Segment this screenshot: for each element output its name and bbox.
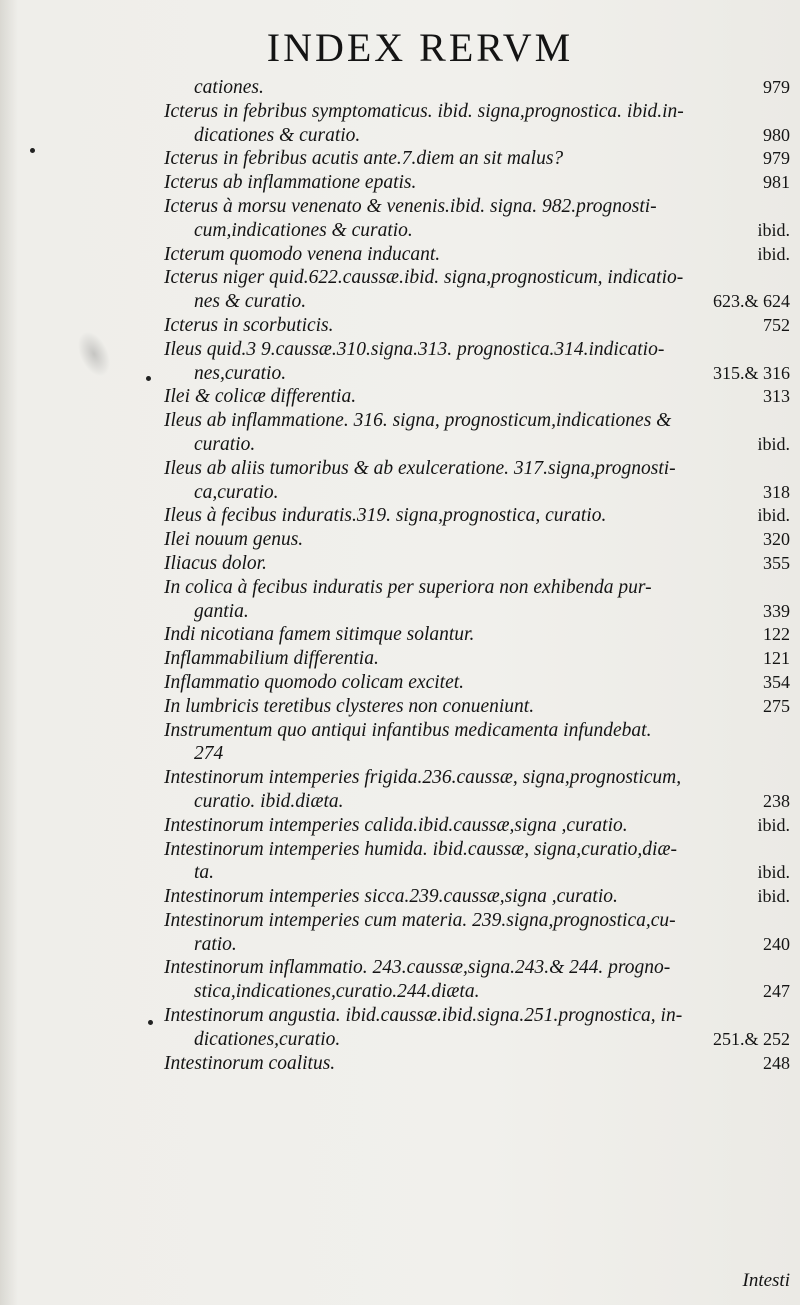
- index-entry: [134, 457, 790, 505]
- page-reference: 318: [763, 481, 790, 502]
- index-entry: [134, 76, 790, 100]
- index-entry: [134, 719, 790, 767]
- entry-line: [134, 314, 790, 338]
- index-entry: [134, 885, 790, 909]
- entry-text: Icterus in febribus acutis ante.7.diem an sit malus?: [164, 148, 564, 170]
- page-reference: 752: [763, 314, 790, 335]
- ink-mark: [30, 148, 35, 153]
- page-reference: 980: [763, 124, 790, 145]
- page-reference: 121: [763, 648, 790, 669]
- entry-line: [134, 147, 790, 171]
- entry-text: Ilei & colicæ differentia.: [164, 386, 357, 408]
- entry-line: [134, 671, 790, 695]
- entry-text: gantia.: [194, 600, 249, 622]
- entry-text: Intestinorum intemperies humida. ibid.caussæ, signa,curatio,diæ-: [164, 838, 677, 860]
- entry-continuation-line: [134, 600, 790, 624]
- page-reference: 238: [763, 790, 790, 811]
- entry-line: [134, 266, 790, 290]
- entry-line: [134, 1004, 790, 1028]
- entry-text: stica,indicationes,curatio.244.diæta.: [194, 981, 480, 1003]
- entry-text: Ileus à fecibus induratis.319. signa,prognostica, curatio.: [164, 505, 607, 527]
- entry-line: [134, 504, 790, 528]
- entry-text: Iliacus dolor.: [164, 552, 267, 574]
- entry-text: Icterum quomodo venena inducant.: [164, 243, 441, 265]
- index-entry: [134, 171, 790, 195]
- entry-text: Inflammabilium differentia.: [164, 648, 379, 670]
- entry-line: [134, 457, 790, 481]
- entry-continuation-line: [134, 124, 790, 148]
- index-entry: [134, 766, 790, 814]
- index-entry: [134, 647, 790, 671]
- entry-text: curatio.: [194, 433, 256, 455]
- index-entry: [134, 528, 790, 552]
- index-entry: [134, 909, 790, 957]
- entry-text: Icterus ab inflammatione epatis.: [164, 172, 417, 194]
- page-smudge: [71, 326, 117, 381]
- entry-line: [134, 195, 790, 219]
- entry-text: Ileus ab aliis tumoribus & ab exulceratione. 317.signa,prognosti-: [164, 457, 676, 479]
- page-reference: 313: [763, 386, 790, 407]
- index-entry: [134, 385, 790, 409]
- entry-text: Instrumentum quo antiqui infantibus medicamenta infundebat.: [164, 719, 652, 741]
- entry-continuation-line: [134, 481, 790, 505]
- entry-line: [134, 576, 790, 600]
- index-entry: [134, 814, 790, 838]
- page-reference: 979: [763, 77, 790, 97]
- page-reference: 315.& 316: [712, 362, 790, 383]
- entry-text: ratio.: [194, 933, 237, 955]
- entry-text: Icterus niger quid.622.caussæ.ibid. signa,prognosticum, indicatio-: [164, 267, 684, 289]
- page-reference: 275: [763, 695, 790, 716]
- index-entry: [134, 409, 790, 457]
- entry-text: In lumbricis teretibus clysteres non conueniunt.: [164, 695, 535, 717]
- entry-text: dicationes,curatio.: [194, 1028, 341, 1050]
- entry-text: Intestinorum intemperies sicca.239.caussæ,signa ,curatio.: [164, 886, 618, 908]
- index-entry: [134, 838, 790, 886]
- entry-text: Ileus quid.3 9.caussæ.310.signa.313. prognostica.314.indicatio-: [164, 338, 665, 360]
- page-reference: 354: [763, 671, 790, 692]
- entry-continuation-line: [134, 433, 790, 457]
- entry-line: [134, 385, 790, 409]
- entry-text: cum,indicationes & curatio.: [194, 219, 413, 241]
- index-entry: [134, 956, 790, 1004]
- entry-text: Ileus ab inflammatione. 316. signa, prognosticum,indicationes &: [164, 410, 672, 432]
- page-reference: 320: [763, 529, 790, 550]
- entry-text: Intestinorum coalitus.: [164, 1052, 336, 1074]
- index-entry: [134, 243, 790, 267]
- entry-text: Icterus in scorbuticis.: [164, 314, 334, 336]
- page-reference: ibid.: [757, 505, 790, 526]
- entry-continuation-line: [134, 933, 790, 957]
- index-entries: [134, 76, 790, 1075]
- entry-text: cationes.: [194, 77, 264, 98]
- entry-line: [134, 766, 790, 790]
- index-entry: [134, 314, 790, 338]
- page-reference: 623.& 624: [712, 291, 790, 312]
- page-reference: 355: [763, 552, 790, 573]
- entry-continuation-line: [134, 362, 790, 386]
- entry-text: Intestinorum intemperies frigida.236.caussæ, signa,prognosticum,: [164, 767, 682, 789]
- entry-text: Icterus in febribus symptomaticus. ibid. signa,prognostica. ibid.in-: [164, 100, 684, 122]
- index-entry: [134, 623, 790, 647]
- index-entry: [134, 1004, 790, 1052]
- entry-line: [134, 909, 790, 933]
- entry-continuation-line: [134, 290, 790, 314]
- entry-text: Inflammatio quomodo colicam excitet.: [164, 671, 465, 693]
- entry-text: ca,curatio.: [194, 481, 279, 503]
- page-reference: 981: [763, 172, 790, 193]
- entry-text: nes & curatio.: [194, 291, 307, 313]
- page-reference: ibid.: [757, 219, 790, 240]
- entry-continuation-line: [134, 1028, 790, 1052]
- entry-line: [134, 552, 790, 576]
- entry-line: [134, 1052, 790, 1076]
- page-reference: 248: [763, 1052, 790, 1073]
- entry-line: [134, 243, 790, 267]
- index-entry: [134, 266, 790, 314]
- index-entry: [134, 338, 790, 386]
- entry-text: Indi nicotiana famem sitimque solantur.: [164, 624, 475, 646]
- entry-text: Intestinorum intemperies cum materia. 239.signa,prognostica,cu-: [164, 909, 676, 931]
- page-reference: ibid.: [757, 886, 790, 907]
- entry-text: curatio. ibid.diæta.: [194, 790, 344, 812]
- page-reference: ibid.: [757, 862, 790, 883]
- entry-text: dicationes & curatio.: [194, 124, 361, 146]
- entry-text: Intestinorum angustia. ibid.caussæ.ibid.signa.251.prognostica, in-: [164, 1005, 683, 1027]
- entry-line: [134, 647, 790, 671]
- entry-line: [134, 956, 790, 980]
- entry-text: Icterus à morsu venenato & venenis.ibid. signa. 982.prognosti-: [164, 195, 657, 217]
- entry-text: Intestinorum intemperies calida.ibid.caussæ,signa ,curatio.: [164, 814, 628, 836]
- entry-text: 274: [194, 743, 224, 765]
- entry-line: [134, 623, 790, 647]
- entry-line: [134, 814, 790, 838]
- page-title: INDEX RERVM: [266, 25, 574, 70]
- page-reference: ibid.: [757, 243, 790, 264]
- index-entry: [134, 671, 790, 695]
- entry-text: Ilei nouum genus.: [164, 529, 304, 551]
- entry-line: [134, 528, 790, 552]
- index-entry: [134, 552, 790, 576]
- entry-text: ta.: [194, 862, 215, 884]
- entry-line: [134, 171, 790, 195]
- page-reference: 247: [763, 981, 790, 1002]
- entry-continuation-line: [134, 980, 790, 1004]
- page-reference: 251.& 252: [712, 1028, 790, 1049]
- entry-line: [134, 838, 790, 862]
- page-reference: 240: [763, 933, 790, 954]
- index-entry: [134, 100, 790, 148]
- entry-line: [134, 76, 790, 100]
- index-entry: [134, 504, 790, 528]
- index-entry: [134, 147, 790, 171]
- entry-line: [134, 695, 790, 719]
- catchword: Intesti: [742, 1270, 790, 1291]
- entry-line: [134, 719, 790, 743]
- entry-continuation-line: [134, 742, 790, 766]
- entry-continuation-line: [134, 790, 790, 814]
- entry-text: In colica à fecibus induratis per superiora non exhibenda pur-: [164, 576, 652, 598]
- index-entry: [134, 1052, 790, 1076]
- entry-continuation-line: [134, 861, 790, 885]
- page-reference: ibid.: [757, 433, 790, 454]
- index-entry: [134, 695, 790, 719]
- entry-continuation-line: [134, 219, 790, 243]
- entry-line: [134, 885, 790, 909]
- page-reference: 979: [763, 148, 790, 169]
- index-entry: [134, 195, 790, 243]
- index-entry: [134, 576, 790, 624]
- entry-line: [134, 100, 790, 124]
- entry-line: [134, 338, 790, 362]
- entry-text: Intestinorum inflammatio. 243.caussæ,signa.243.& 244. progno-: [164, 957, 671, 979]
- entry-text: nes,curatio.: [194, 362, 287, 384]
- entry-line: [134, 409, 790, 433]
- page-reference: 122: [763, 624, 790, 645]
- page-reference: 339: [763, 600, 790, 621]
- page-reference: ibid.: [757, 814, 790, 835]
